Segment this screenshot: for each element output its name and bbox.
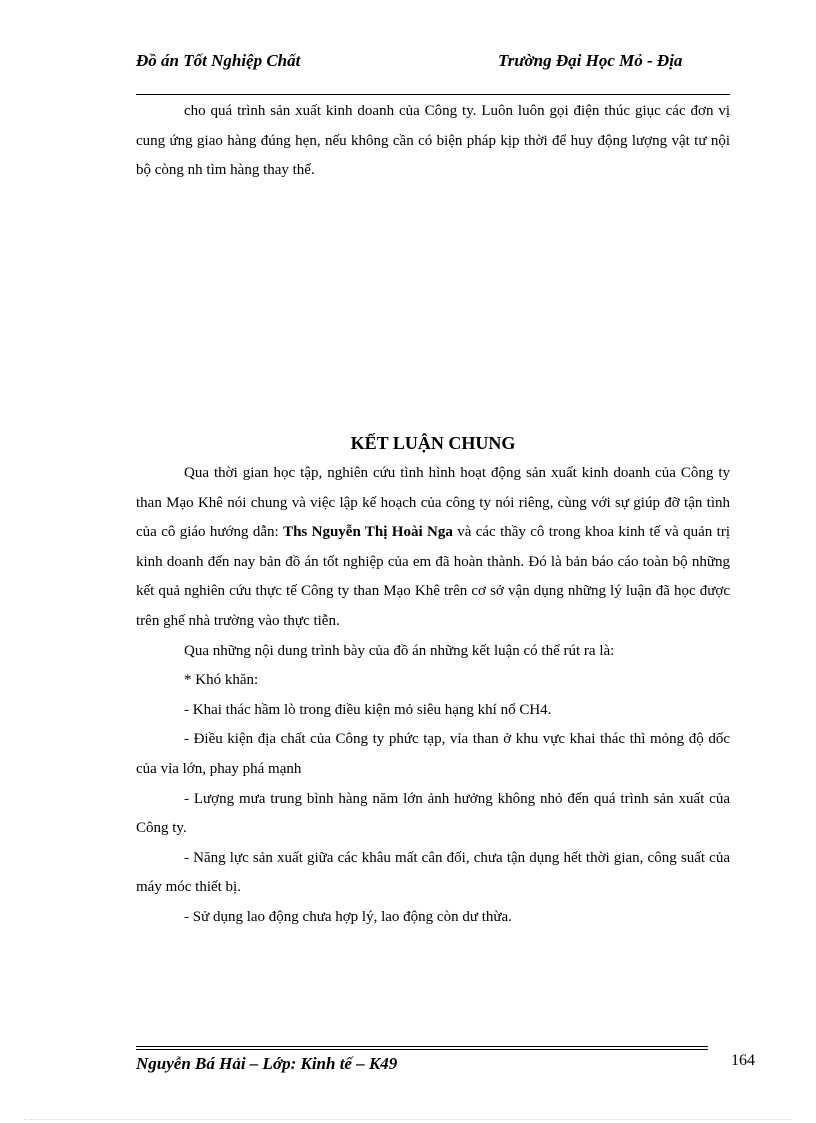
page-bottom-edge [24, 1119, 792, 1120]
conclusion-block [136, 459, 730, 933]
header-left: Đồ án Tốt Nghiệp Chất [136, 51, 301, 70]
footer-rule-top [136, 1046, 708, 1047]
footer-rule-bottom [136, 1049, 708, 1050]
header-right: Trường Đại Học Mỏ - Địa [498, 51, 683, 70]
difficulty-item: - Năng lực sản xuất giữa các khâu mất cân đối, chưa tận dụng hết thời gian, công suất của máy móc thiết bị. [136, 849, 730, 896]
difficulty-item: - Lượng mưa trung bình hàng năm lớn ảnh hưởng không nhỏ đến quá trình sản xuất của Công ty. [136, 790, 730, 837]
para1-text-after: và các thầy cô trong khoa kinh tế và quản trị kinh doanh đến nay bản đồ án tốt nghiệp của em đã hoàn thành. Đó là bản báo cáo toàn bộ những kết quả nghiên cứu thực tế Công ty than Mạo Khê trên cơ sở vận dụng những lý luận đã học được trên ghế nhà trường vào thực tiễn. [136, 524, 730, 629]
conclusion-intro-line: Qua những nội dung trình bày của đồ án những kết luận có thể rút ra là: [184, 642, 615, 659]
difficulties-heading: * Khó khăn: [184, 672, 259, 689]
intro-paragraph: cho quá trình sản xuất kinh doanh của Công ty. Luôn luôn gọi điện thúc giục các đơn vị cung ứng giao hàng đúng hẹn, nếu không cần có biện pháp kịp thời để huy động lượng vật tư nội bộ còng nh tìm hàng thay thế. [136, 103, 730, 179]
difficulty-item: - Sử dụng lao động chưa hợp lý, lao động còn dư thừa. [184, 908, 512, 925]
advisor-name: Ths Nguyễn Thị Hoài Nga [283, 524, 453, 541]
footer-author: Nguyễn Bá Hải – Lớp: Kinh tế – K49 [136, 1054, 398, 1073]
section-title: KẾT LUẬN CHUNG [350, 433, 516, 453]
header-rule [136, 94, 730, 95]
intro-block [136, 97, 730, 186]
conclusion-paragraph-1 [136, 459, 730, 637]
difficulty-item: - Khai thác hầm lò trong điều kiện mỏ siêu hạng khí nổ CH4. [184, 701, 552, 718]
difficulty-item: - Điều kiện địa chất của Công ty phức tạp, vỉa than ở khu vực khai thác thì mỏng độ dốc của vỉa lớn, phay phá mạnh [136, 731, 730, 777]
page-number: 164 [731, 1052, 755, 1069]
para1-text-before: Qua thời gian học tập, nghiên cứu tình hình hoạt động sản xuất kinh doanh của Công ty than Mạo Khê nói chung và việc lập kế hoạch của công ty nói riêng, cùng với sự giúp đỡ tận tình của cô giáo hướng dẫn: [136, 465, 730, 541]
